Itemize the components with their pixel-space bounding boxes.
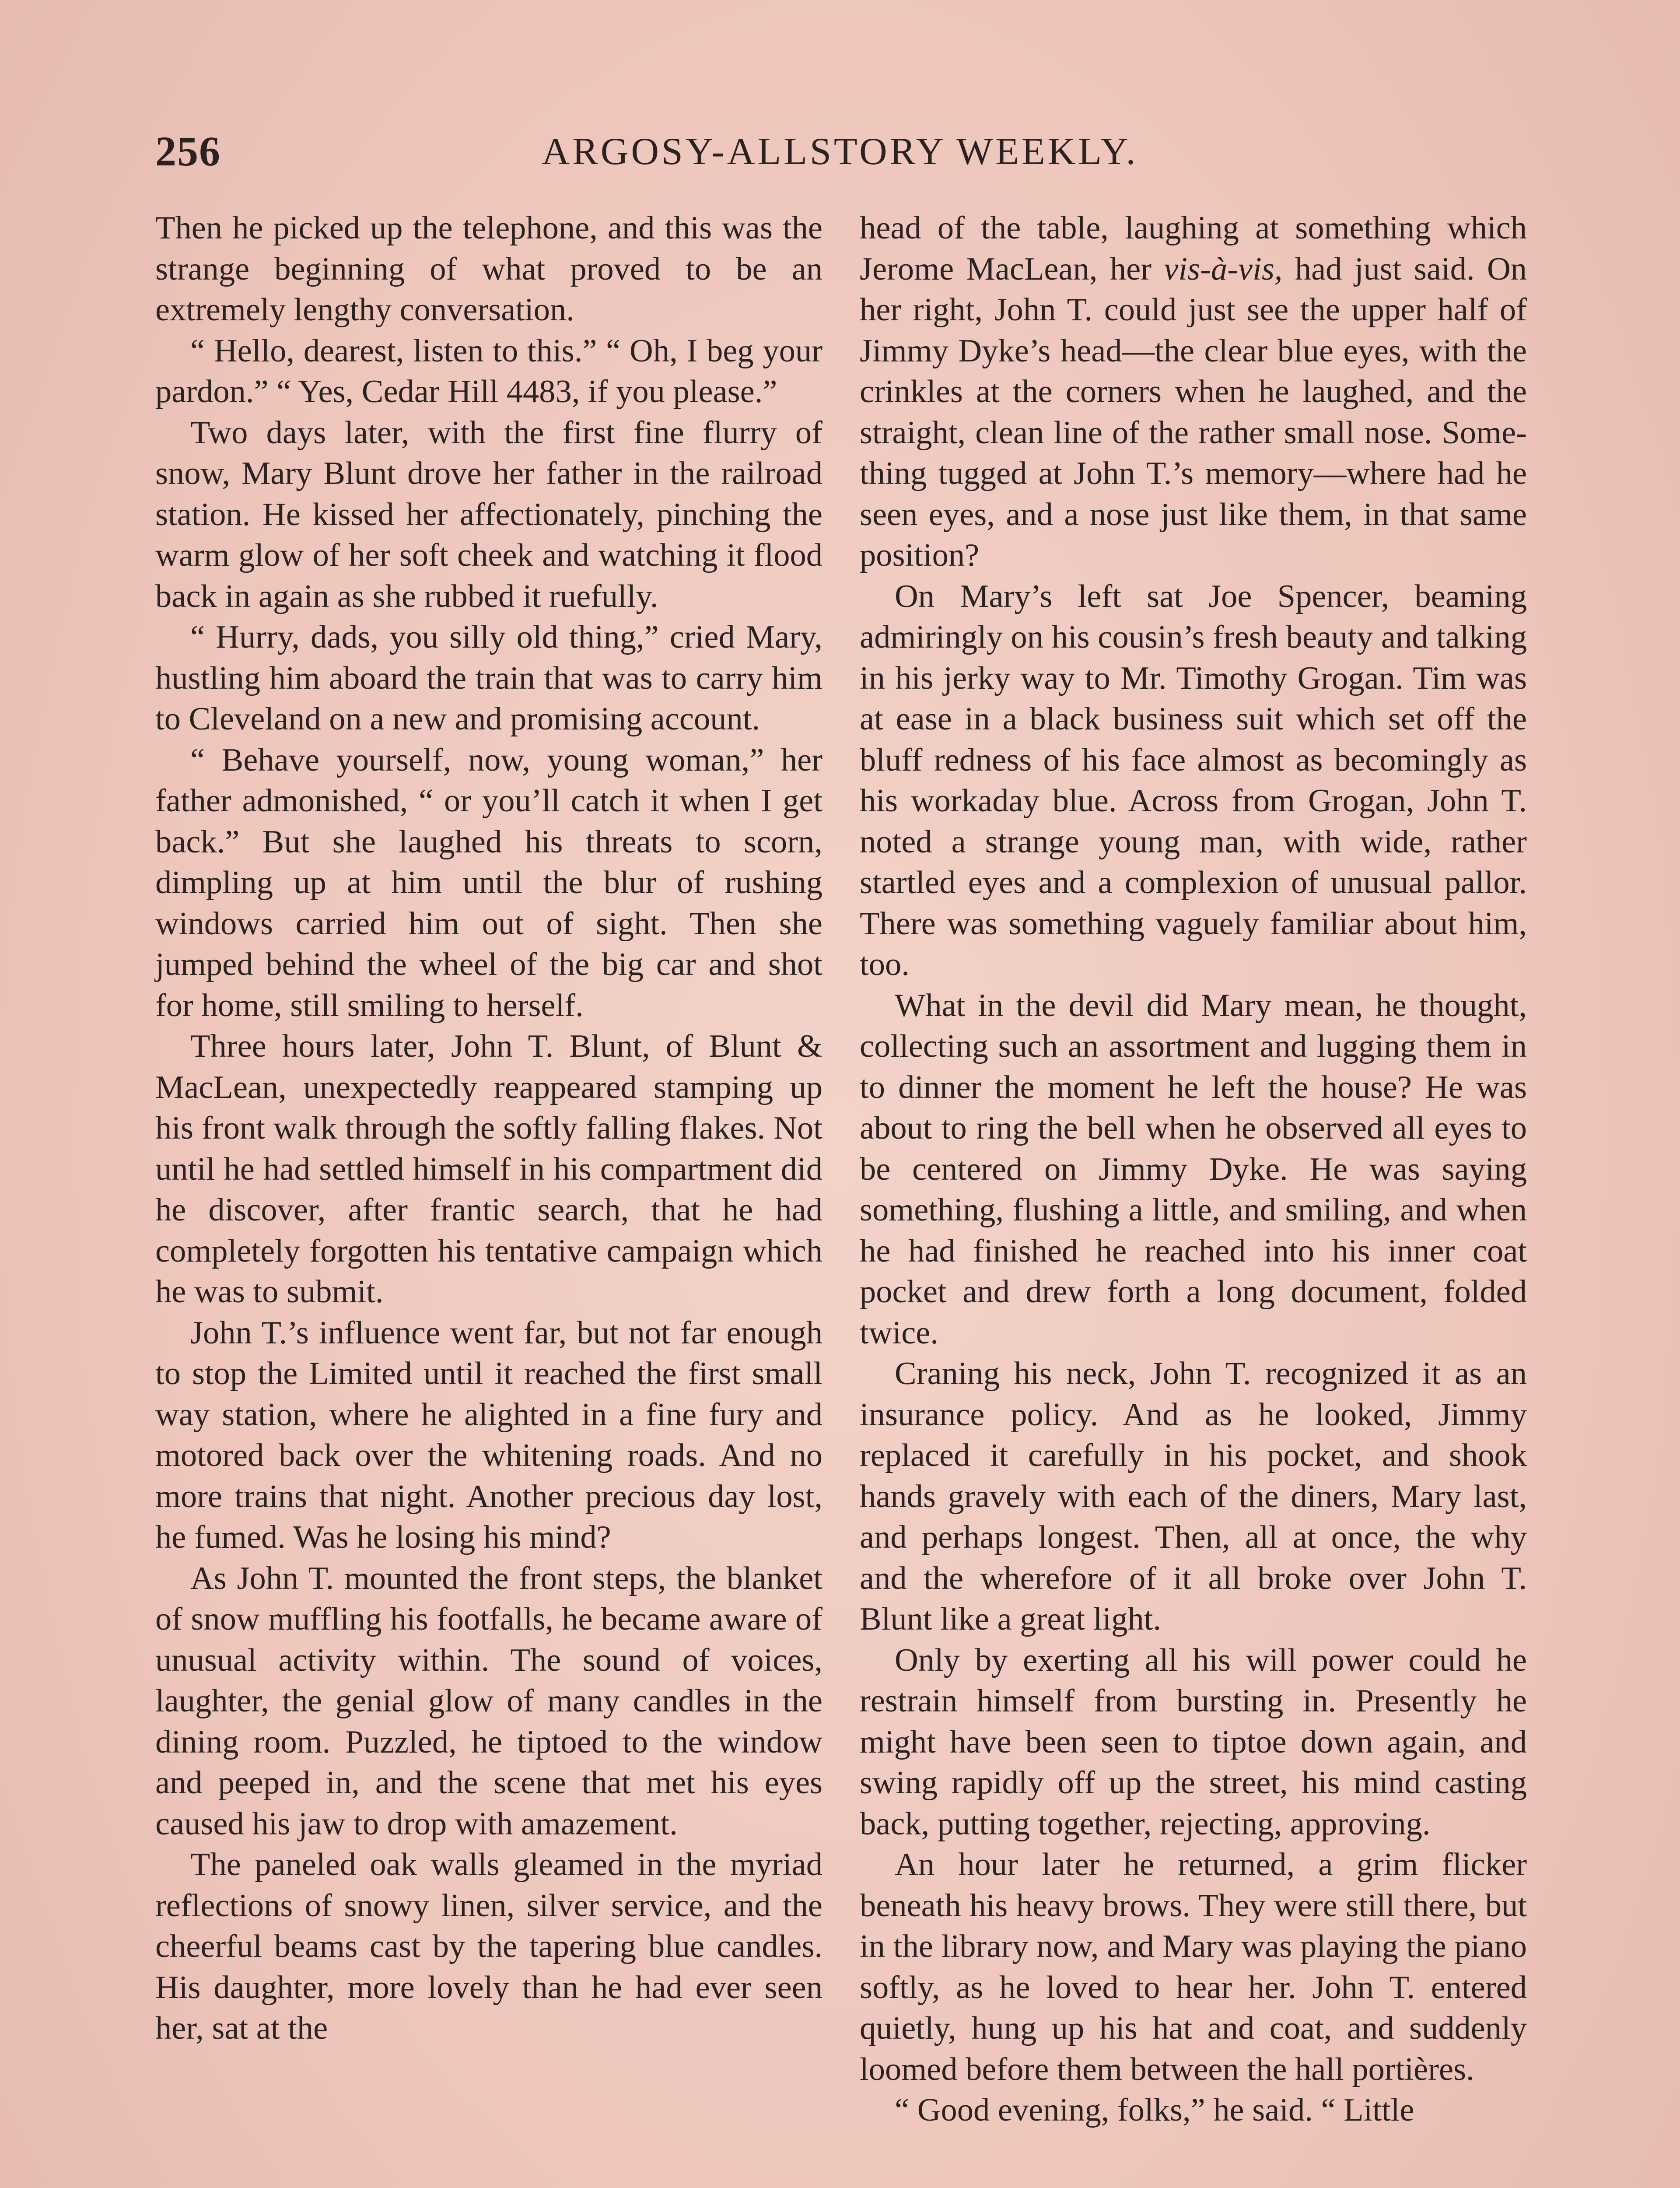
italic-phrase: vis-à-vis, (1164, 251, 1283, 287)
paragraph: The paneled oak walls gleamed in the myriad reflections of snowy linen, silver service, and the cheerful beams cast by the tapering blue candles. His daughter, more lovely than he had ever seen her, sat at the (155, 1847, 822, 2046)
paragraph: Only by exerting all his will power could he restrain himself from bursting in. Presently he might have been seen to tiptoe down again, and swing rapidly off up the street, his mind casting back, putting together, rejecting, approving. (860, 1642, 1527, 1842)
paragraph: “ Behave yourself, now, young woman,” her father admonished, “ or you’ll catch it when I get back.” But she laughed his threats to scorn, dimpling up at him until the blur of rushing windows carried him out of sight. Then she jumped behind the wheel of the big car and shot for home, still smiling to herself. (155, 742, 822, 1024)
paragraph: “ Hurry, dads, you silly old thing,” cried Mary, hustling him aboard the train that was to carry him to Cleveland on a new and promising account. (155, 619, 822, 737)
paragraph: Craning his neck, John T. recognized it as an insurance policy. And as he looked, Jimmy replaced it carefully in his pocket, and shook hands gravely with each of the diners, Mary last, and perhaps longest. Then, all at once, the why and the wherefore of it all broke over John T. Blunt like a great light. (860, 1356, 1527, 1637)
paragraph: What in the devil did Mary mean, he thought, collecting such an assortment and lugging them in to dinner the moment he left the house? He was about to ring the bell when he observed all eyes to be centered on Jimmy Dyke. He was saying something, flushing a little, and smiling, and when he had finished he reached into his inner coat pocket and drew forth a long document, folded twice. (860, 987, 1527, 1351)
paragraph: Three hours later, John T. Blunt, of Blunt & MacLean, unexpectedly reappeared stamping up his front walk through the softly falling flakes. Not until he had settled himself in his compartment did he discover, after frantic search, that he had completely forgotten his tentative campaign which he was to submit. (155, 1028, 822, 1310)
paragraph: Two days later, with the first fine flurry of snow, Mary Blunt drove her father in the railroad station. He kissed her affectionately, pinching the warm glow of her soft cheek and watching it flood back in again as she rubbed it ruefully. (155, 414, 822, 614)
right-column (860, 208, 1527, 2131)
paragraph: “ Good evening, folks,” he said. “ Little (895, 2092, 1414, 2128)
paragraph: As John T. mounted the front steps, the blanket of snow muffling his footfalls, he became aware of unusual activity within. The sound of voices, laughter, the genial glow of many candles in the dining room. Puzzled, he tiptoed to the window and peeped in, and the scene that met his eyes caused his jaw to drop with amazement. (155, 1560, 822, 1842)
running-head: ARGOSY-ALLSTORY WEEKLY. (542, 130, 1138, 173)
continued-paragraph (860, 208, 1527, 576)
paragraph: “ Hello, dearest, listen to this.” “ Oh, I beg your pardon.” “ Yes, Cedar Hill 4483, if you please.” (155, 333, 822, 410)
paragraph: On Mary’s left sat Joe Spencer, beaming admiringly on his cousin’s fresh beauty and talking in his jerky way to Mr. Timothy Grogan. Tim was at ease in a black business suit which set off the bluff redness of his face almost as becomingly as his workaday blue. Across from Grogan, John T. noted a strange young man, with wide, rather startled eyes and a complexion of unusual pallor. There was something vaguely familiar about him, too. (860, 578, 1527, 982)
paragraph: An hour later he returned, a grim flicker beneath his heavy brows. They were still there, but in the library now, and Mary was playing the piano softly, as he loved to hear her. John T. entered quietly, hung up his hat and coat, and suddenly loomed before them between the hall portières. (860, 1847, 1527, 2087)
page-number: 256 (155, 128, 221, 175)
page-header (0, 127, 1680, 188)
text-run: had just said. On her right, John T. could just see the upper half of Jimmy Dyke’s head—the clear blue eyes, with the crinkles at the corners when he laughed, and the straight, clean line of the rather small nose. Something tugged at John T.’s memory—where had he seen eyes, and a nose just like them, in that same position? (860, 251, 1527, 573)
text-run: head of the table, laughing at something which Jerome MacLean, her (860, 210, 1527, 287)
left-column (155, 208, 822, 2049)
paragraph: John T.’s influence went far, but not far enough to stop the Limited until it reached the first small way station, where he alighted in a fine fury and motored back over the whitening roads. And no more trains that night. Another precious day lost, he fumed. Was he losing his mind? (155, 1315, 822, 1555)
paragraph: Then he picked up the telephone, and this was the strange beginning of what proved to be an extremely lengthy conversation. (155, 210, 822, 328)
